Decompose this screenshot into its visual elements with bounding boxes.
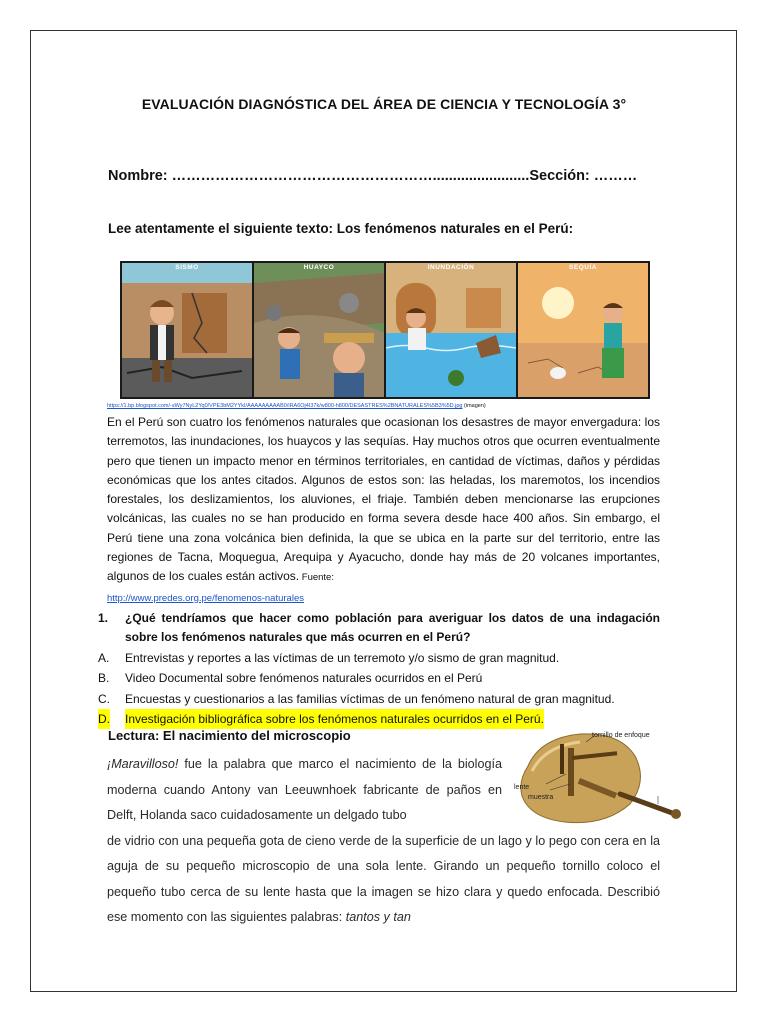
option-text: Investigación bibliográfica sobre los fenómenos naturales ocurridos en el Perú.: [125, 709, 544, 729]
label-tornillo: tornillo de enfoque: [592, 732, 650, 739]
option-a[interactable]: [98, 648, 678, 668]
lectura-body: [107, 752, 660, 931]
option-text: Video Documental sobre fenómenos naturales ocurridos en el Perú: [125, 671, 483, 686]
panel-sismo: [122, 263, 252, 397]
question-number: 1.: [98, 611, 109, 625]
answer-options: [98, 648, 678, 729]
page-title: EVALUACIÓN DIAGNÓSTICA DEL ÁREA DE CIENCIA Y TECNOLOGÍA 3°: [141, 96, 627, 112]
panel-label-inundacion: INUNDACIÓN: [427, 264, 475, 271]
intro-paragraph: [107, 413, 660, 608]
label-lente: lente: [514, 784, 530, 791]
image-source-link[interactable]: https://1.bp.blogspot.com/-sWy7NyL2Yq0/VPE3bM2YYkI/AAAAAAAAAB0/iRA6Oj4I37k/w800-h800/DESASTRES%2BNATURALES%5B3%5D.jpg: [107, 403, 463, 409]
option-text: Encuestas y cuestionarios a las familias víctimas de un fenómeno natural de gran magnitud.: [125, 691, 615, 706]
lectura-text-part2: de vidrio con una pequeña gota de cieno verde de la superficie de un lago y lo pego con cera en la aguja de su pequeño microscopio de una sola lente. Girando un pequeño tornillo coloco el pequeño tubo cerca de su lente hasta que la imagen se hizo clara y quedo enfocada. Describió ese momento con las siguientes palabras:: [107, 833, 660, 924]
panel-inundacion: [386, 263, 516, 397]
question-text: ¿Qué tendríamos que hacer como población para averiguar los datos de una indagación sobre los fenómenos naturales que más ocurren en el Perú?: [125, 611, 660, 644]
option-letter: C.: [98, 691, 110, 706]
label-muestra: muestra: [528, 794, 554, 801]
lectura-title: Lectura: El nacimiento del microscopio: [108, 728, 351, 743]
lectura-intro-italic: ¡Maravilloso!: [107, 757, 179, 771]
lectura-text-narrow: [107, 752, 502, 829]
source-link[interactable]: http://www.predes.org.pe/fenomenos-naturales: [107, 592, 304, 604]
option-letter: D.: [98, 709, 110, 729]
natural-disasters-image: [120, 261, 650, 399]
option-b[interactable]: [98, 668, 678, 688]
panel-label-huayco: HUAYCO: [303, 264, 335, 271]
image-caption-suffix: (imagen): [462, 403, 486, 409]
panel-huayco: [254, 263, 384, 397]
lectura-italic-end: tantos y tan: [345, 910, 411, 924]
option-letter: B.: [98, 671, 110, 686]
panel-label-sismo: SISMO: [175, 264, 199, 271]
landslide-illustration: [254, 263, 384, 397]
paragraph-text: En el Perú son cuatro los fenómenos naturales que ocasionan los desastres de mayor envergadura: los terremotos, las inundaciones, los huaycos y las sequías. Hay muchos otros que ocurren eventualmente pero que tienen un impacto menor en términos territoriales, en cantidad de víctimas, daños y pérdidas económicas que los antes citados. Algunos de estos son: las heladas, los maremotos, los incendios forestales, los deslizamientos, los aluviones, el friaje. También deben mencionarse las erupciones volcánicas, las cuales no se han producido en forma severa desde hace 400 años. Sin embargo, el Perú tiene una zona volcánica bien definida, la que se ubica en la parte sur del territorio, entre las regiones de Tacna, Moquegua, Arequipa y Ayacucho, donde hay más de 20 volcanes importantes, algunos de los cuales están activos.: [107, 415, 660, 584]
panel-label-sequia: SEQUÍA: [569, 264, 597, 271]
question-1: [98, 609, 660, 647]
image-source-caption: [107, 403, 486, 409]
reading-instruction: Lee atentamente el siguiente texto: Los fenómenos naturales en el Perú:: [108, 221, 574, 236]
option-text: Entrevistas y reportes a las víctimas de un terremoto y/o sismo de gran magnitud.: [125, 651, 560, 665]
lectura-text-part1: fue la palabra que marco el nacimiento de la biología moderna cuando Antony van Leeuwnhoek fabricante de paños en Delft, Holanda saco cuidadosamente un delgado tubo: [107, 757, 502, 822]
lectura-text-wide: [107, 829, 660, 931]
drought-illustration: [518, 263, 648, 397]
flood-illustration: [386, 263, 516, 397]
option-letter: A.: [98, 651, 110, 665]
earthquake-illustration: [122, 263, 252, 397]
source-label: Fuente:: [299, 572, 334, 584]
panel-sequia: [518, 263, 648, 397]
nombre-seccion-line: Nombre: ………………………………………………........................Sección: ………: [108, 168, 638, 184]
option-c[interactable]: [98, 689, 678, 709]
